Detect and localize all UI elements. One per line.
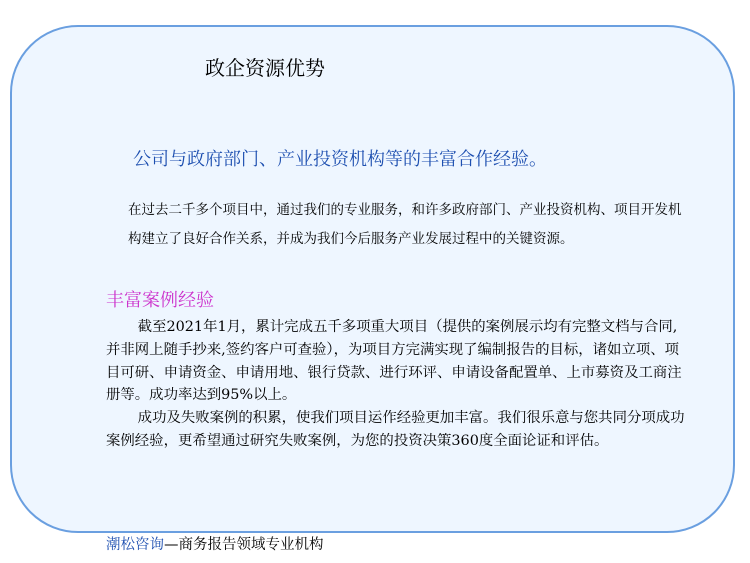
case-paragraph: 成功及失败案例的积累，使我们项目运作经验更加丰富。我们很乐意与您共同分项成功案例经验，更希望通过研究失败案例，为您的投资决策360度全面论证和评估。 <box>106 410 685 449</box>
case-paragraph: 截至2021年1月，累计完成五千多项重大项目（提供的案例展示均有完整文档与合同,并非网上随手抄来,签约客户可查验），为项目方完满实现了编制报告的目标，诸如立项、项目可研、申请资金、申请用地、银行贷款、进行环评、申请设备配置单、上市募资及工商注册等。成功率达到95%以上。 <box>106 319 682 404</box>
case-body <box>106 316 686 453</box>
footer-brand: 潮松咨询 <box>106 537 164 553</box>
footer <box>106 535 324 555</box>
footer-tagline: —商务报告领域专业机构 <box>164 537 324 553</box>
slide-subtitle: 公司与政府部门、产业投资机构等的丰富合作经验。 <box>133 149 547 170</box>
case-heading: 丰富案例经验 <box>106 290 214 311</box>
intro-paragraph: 在过去二千多个项目中，通过我们的专业服务，和许多政府部门、产业投资机构、项目开发机构建立了良好合作关系，并成为我们今后服务产业发展过程中的关键资源。 <box>128 202 682 247</box>
slide-frame <box>10 25 735 533</box>
slide-title: 政企资源优势 <box>205 56 325 80</box>
